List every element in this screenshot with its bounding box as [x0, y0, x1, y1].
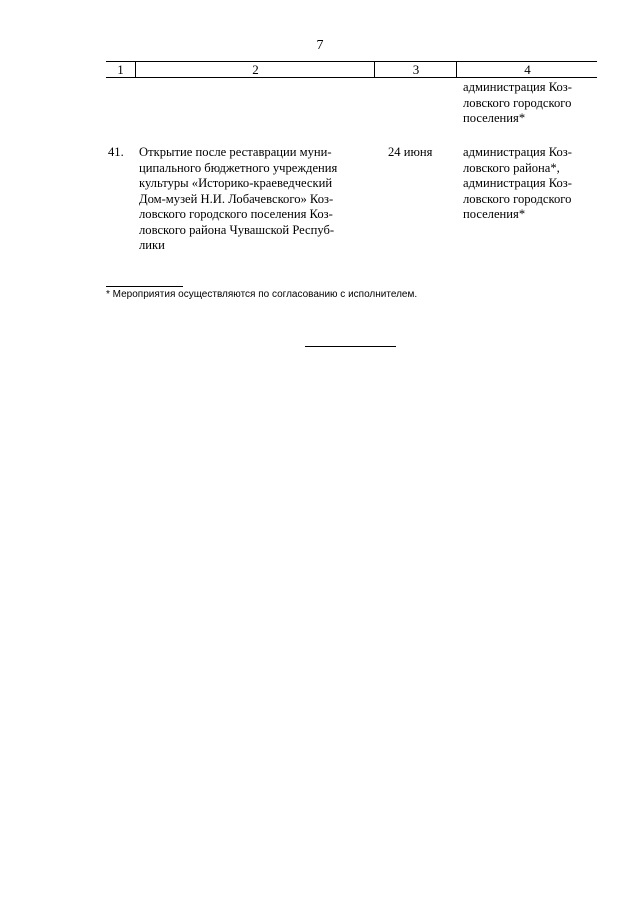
event-description-cell [139, 145, 367, 254]
text-line: лики [139, 238, 165, 252]
column-header-2: 2 [135, 62, 375, 77]
text-line: администрация Коз- [463, 80, 572, 94]
text-line: ципального бюджетного учреждения [139, 160, 338, 175]
text-line: администрация Коз- [463, 145, 572, 159]
text-line: ловского городского поселения Коз- [139, 207, 333, 221]
row-number: 41. [108, 145, 124, 159]
document-end-line [305, 346, 396, 347]
event-date-cell: 24 июня [388, 145, 433, 159]
text-line: ловского района Чувашской Респуб- [139, 222, 335, 237]
text-line: ловского городского [463, 95, 572, 110]
text-line: поселения* [463, 207, 526, 221]
text-line: Открытие после реставрации муни- [139, 145, 332, 159]
column-header-1: 1 [117, 62, 124, 77]
footnote-separator [106, 286, 183, 287]
text-line: Дом-музей Н.И. Лобачевского» Коз- [139, 191, 334, 206]
executor-cell [463, 145, 595, 223]
column-header-3: 3 [374, 62, 457, 77]
text-line: ловского городского [463, 191, 572, 206]
text-line: ловского района*, [463, 160, 560, 175]
table-header-row [106, 61, 597, 78]
column-header-4: 4 [456, 62, 598, 77]
text-line: администрация Коз- [463, 176, 572, 190]
text-line: культуры «Историко-краеведческий [139, 176, 333, 190]
footnote-text: * Мероприятия осуществляются по согласованию с исполнителем. [106, 289, 418, 300]
continued-executor-cell [463, 80, 595, 127]
page-number: 7 [316, 38, 324, 53]
text-line: поселения* [463, 111, 526, 125]
